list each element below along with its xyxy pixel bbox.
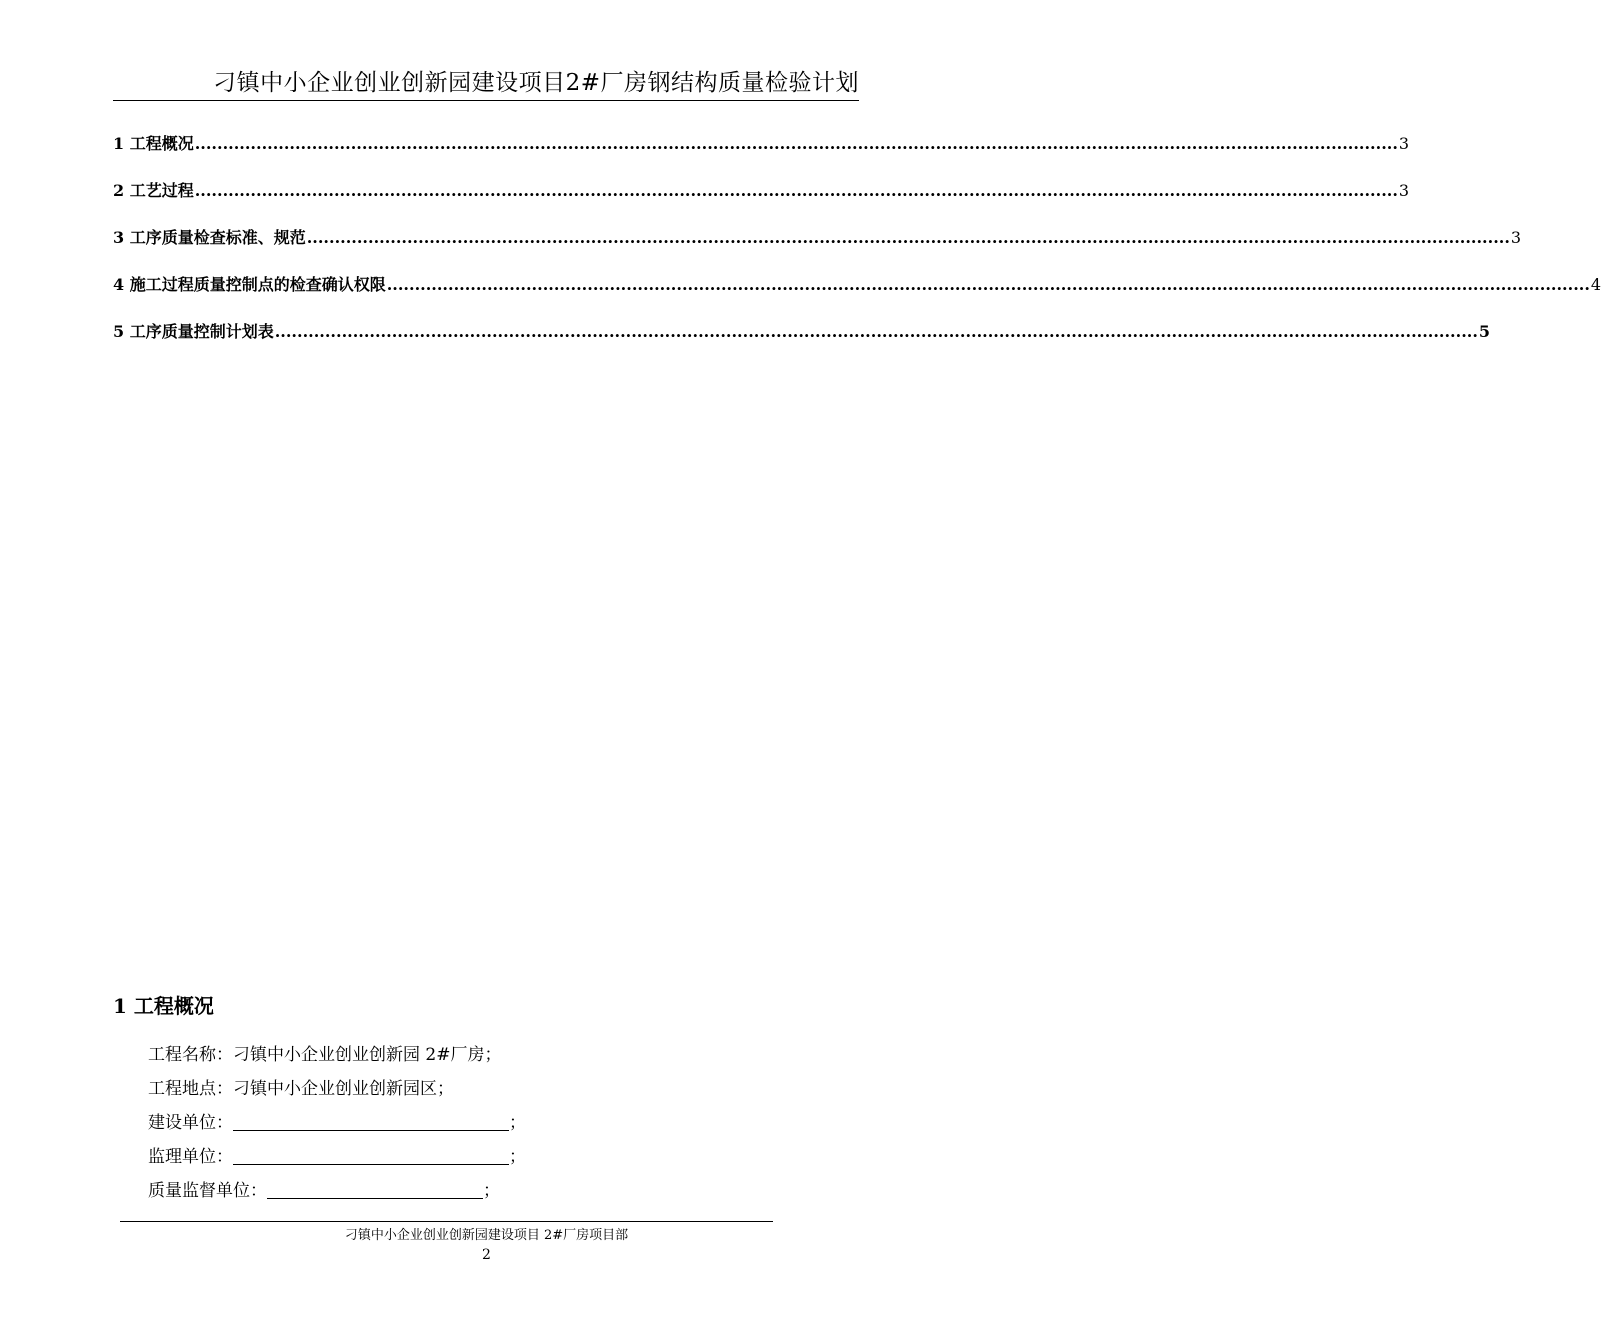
page-number: 2 <box>482 1247 491 1263</box>
footer-text: 刁镇中小企业创业创新园建设项目 2#厂房项目部 <box>344 1228 629 1243</box>
supervisor-unit-blank[interactable] <box>233 1144 509 1165</box>
project-name-row <box>148 1041 798 1075</box>
supervisor-unit-label: 监理单位： <box>148 1147 233 1167</box>
toc-entry-page: 5 <box>1478 322 1491 341</box>
quality-unit-terminator: ； <box>483 1181 500 1201</box>
toc-leader-dots: ........................................................................................................................................................................................................................ <box>386 275 1590 294</box>
owner-unit-row <box>148 1109 798 1143</box>
toc-entry-page: 3 <box>1398 134 1410 153</box>
owner-unit-label: 建设单位： <box>148 1113 233 1133</box>
page-header-title: 刁镇中小企业创业创新园建设项目2#厂房钢结构质量检验计划 <box>213 70 859 96</box>
toc-entry[interactable] <box>113 133 1410 180</box>
project-info <box>148 1041 798 1211</box>
toc-entry-label: 2 工艺过程 <box>113 181 194 200</box>
toc-leader-dots: ........................................................................................................................................................................................................................ <box>274 322 1478 341</box>
owner-unit-blank[interactable] <box>233 1110 509 1131</box>
toc-entry[interactable] <box>113 321 1491 368</box>
toc-leader-dots: ........................................................................................................................................................................................................................ <box>194 134 1398 153</box>
project-location-row <box>148 1075 798 1109</box>
table-of-contents <box>113 133 1601 368</box>
project-name-value: 刁镇中小企业创业创新园 2#厂房； <box>233 1045 502 1065</box>
section-heading: 1 工程概况 <box>113 994 214 1018</box>
toc-entry-label: 4 施工过程质量控制点的检查确认权限 <box>113 275 386 294</box>
header-divider <box>113 100 859 101</box>
project-name-label: 工程名称： <box>148 1045 233 1065</box>
toc-entry[interactable] <box>113 227 1522 274</box>
toc-entry-label: 3 工序质量检查标准、规范 <box>113 228 306 247</box>
supervisor-unit-row <box>148 1143 798 1177</box>
toc-leader-dots: ........................................................................................................................................................................................................................ <box>194 181 1398 200</box>
toc-entry-page: 3 <box>1510 228 1522 247</box>
toc-entry-page: 4 <box>1590 275 1601 294</box>
quality-unit-blank[interactable] <box>267 1178 483 1199</box>
toc-leader-dots: ........................................................................................................................................................................................................................ <box>306 228 1510 247</box>
toc-entry-label: 5 工序质量控制计划表 <box>113 322 274 341</box>
quality-unit-row <box>148 1177 798 1211</box>
quality-unit-label: 质量监督单位： <box>148 1181 267 1201</box>
project-location-label: 工程地点： <box>148 1079 233 1099</box>
supervisor-unit-terminator: ； <box>509 1147 526 1167</box>
project-location-value: 刁镇中小企业创业创新园区； <box>233 1079 454 1099</box>
toc-entry[interactable] <box>113 180 1410 227</box>
toc-entry[interactable] <box>113 274 1601 321</box>
owner-unit-terminator: ； <box>509 1113 526 1133</box>
footer-divider <box>120 1221 773 1222</box>
toc-entry-page: 3 <box>1398 181 1410 200</box>
toc-entry-label: 1 工程概况 <box>113 134 194 153</box>
